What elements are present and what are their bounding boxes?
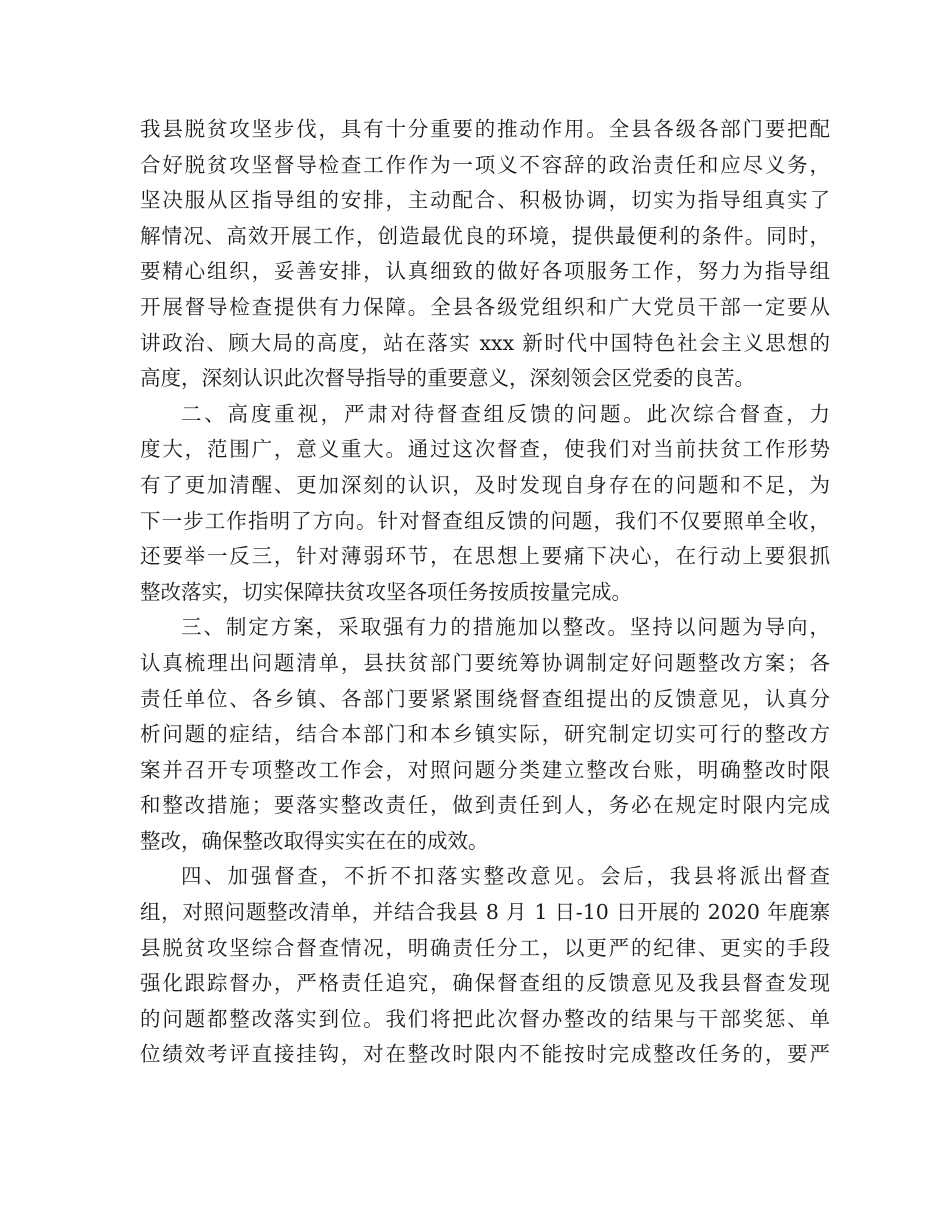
text-line: 整改落实，切实保障扶贫攻坚各项任务按质按量完成。 xyxy=(140,579,632,604)
text-line: 合好脱贫攻坚督导检查工作作为一项义不容辞的政治责任和应尽义务， xyxy=(140,152,830,177)
text-line: 还要举一反三，针对薄弱环节，在思想上要痛下决心，在行动上要狠抓 xyxy=(140,544,830,569)
text-line: 四、加强督查，不折不扣落实整改意见。会后，我县将派出督查 xyxy=(181,864,830,889)
text-line: 下一步工作指明了方向。针对督查组反馈的问题，我们不仅要照单全收， xyxy=(140,508,830,533)
text-line: 组，对照问题整改清单，并结合我县 8 月 1 日-10 日开展的 2020 年鹿寨 xyxy=(140,900,830,925)
text-line: 的问题都整改落实到位。我们将把此次督办整改的结果与干部奖惩、单 xyxy=(140,1006,830,1031)
text-line: 强化跟踪督办，严格责任追究，确保督查组的反馈意见及我县督查发现 xyxy=(140,971,830,996)
text-line: 坚决服从区指导组的安排，主动配合、积极协调，切实为指导组真实了 xyxy=(140,188,830,213)
text-line: 整改，确保整改取得实实在在的成效。 xyxy=(140,828,489,853)
text-line: 我县脱贫攻坚步伐，具有十分重要的推动作用。全县各级各部门要把配 xyxy=(140,117,830,141)
text-line: 开展督导检查提供有力保障。全县各级党组织和广大党员干部一定要从 xyxy=(140,294,830,319)
text-line: 解情况、高效开展工作，创造最优良的环境，提供最便利的条件。同时， xyxy=(140,223,830,248)
text-line: 讲政治、顾大局的高度，站在落实 xxx 新时代中国特色社会主义思想的 xyxy=(140,330,830,355)
text-line: 位绩效考评直接挂钩，对在整改时限内不能按时完成整改任务的，要严 xyxy=(140,1042,830,1067)
text-line: 二、高度重视，严肃对待督查组反馈的问题。此次综合督查，力 xyxy=(181,401,830,426)
text-line: 和整改措施；要落实整改责任，做到责任到人，务必在规定时限内完成 xyxy=(140,793,830,818)
text-line: 要精心组织，妥善安排，认真细致的做好各项服务工作，努力为指导组 xyxy=(140,259,830,284)
text-line: 案并召开专项整改工作会，对照问题分类建立整改台账，明确整改时限 xyxy=(140,757,830,782)
text-line: 度大，范围广，意义重大。通过这次督查，使我们对当前扶贫工作形势 xyxy=(140,437,830,462)
text-line: 有了更加清醒、更加深刻的认识，及时发现自身存在的问题和不足，为 xyxy=(140,472,830,497)
text-line: 县脱贫攻坚综合督查情况，明确责任分工，以更严的纪律、更实的手段 xyxy=(140,935,830,960)
text-line: 责任单位、各乡镇、各部门要紧紧围绕督查组提出的反馈意见，认真分 xyxy=(140,686,830,711)
document-body-text xyxy=(140,112,830,1073)
text-line: 析问题的症结，结合本部门和本乡镇实际，研究制定切实可行的整改方 xyxy=(140,722,830,747)
text-line: 高度，深刻认识此次督导指导的重要意义，深刻领会区党委的良苦。 xyxy=(140,366,755,391)
text-line: 三、制定方案，采取强有力的措施加以整改。坚持以问题为导向， xyxy=(181,615,830,640)
text-line: 认真梳理出问题清单，县扶贫部门要统筹协调制定好问题整改方案；各 xyxy=(140,650,830,675)
